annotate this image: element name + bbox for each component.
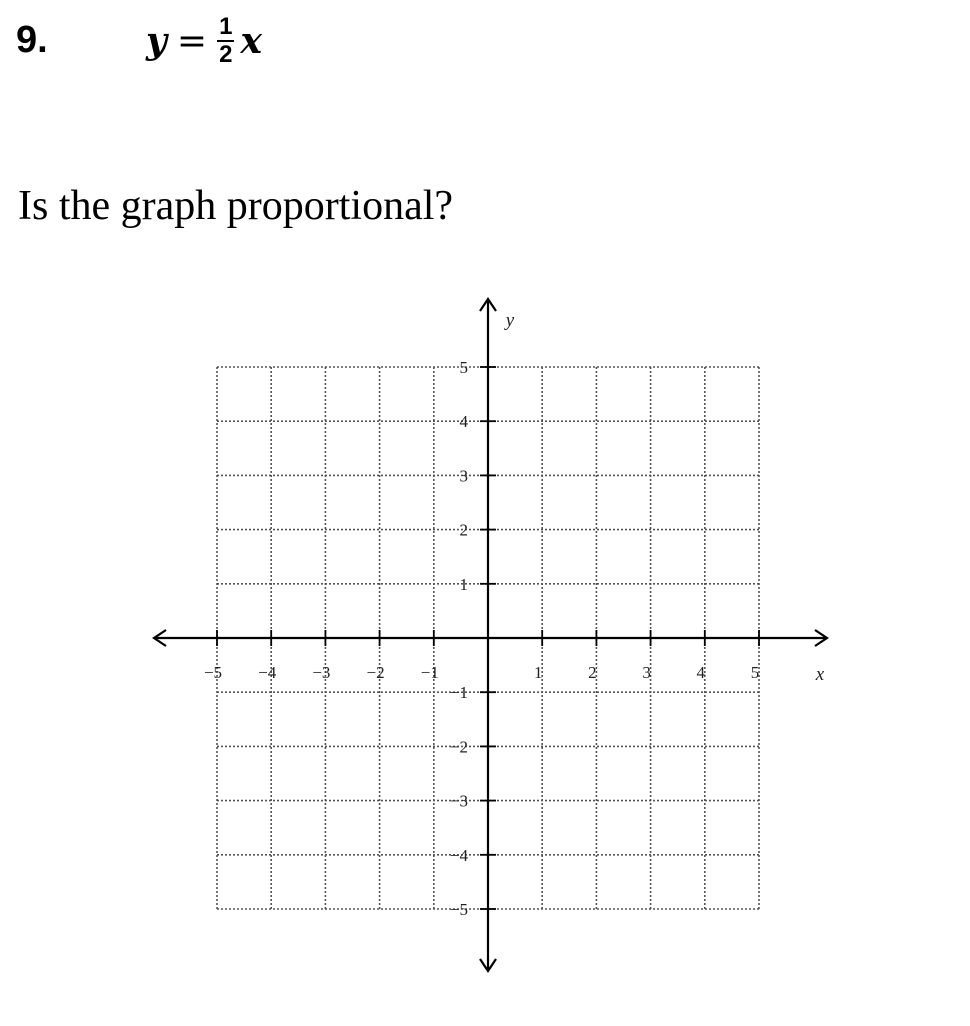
y-tick-label: 3 (459, 466, 468, 486)
x-tick-label: −4 (258, 663, 277, 682)
y-tick-label: −2 (449, 737, 468, 757)
tick-labels (204, 310, 825, 919)
fraction-denominator: 2 (219, 41, 233, 68)
x-tick-label: 1 (533, 663, 543, 682)
question-text: Is the graph proportional? (18, 183, 454, 229)
y-axis-label: y (505, 310, 515, 331)
y-tick-label: −4 (449, 845, 468, 865)
x-tick-label: −2 (366, 663, 385, 682)
x-tick-label: 4 (696, 663, 706, 682)
equals-sign: = (176, 20, 208, 62)
y-tick-label: −5 (449, 900, 468, 919)
equation-lhs: y (146, 20, 167, 62)
y-tick-label: 1 (459, 574, 468, 594)
y-tick-label: 5 (459, 358, 468, 377)
problem-number: 9. (16, 19, 48, 61)
x-tick-label: 3 (642, 663, 651, 682)
x-tick-label: −3 (312, 663, 331, 682)
x-tick-label: 2 (588, 663, 597, 682)
fraction-numerator: 1 (219, 13, 233, 40)
y-tick-label: −1 (449, 683, 468, 703)
x-tick-label: 5 (750, 663, 760, 682)
x-tick-label: −5 (203, 663, 223, 682)
equation-variable: x (240, 20, 262, 62)
y-tick-label: −3 (449, 791, 468, 811)
x-tick-label: −1 (420, 663, 439, 682)
x-axis-label: x (815, 664, 825, 685)
y-tick-label: 4 (459, 412, 468, 432)
y-tick-label: 2 (459, 520, 468, 540)
axes (154, 299, 827, 971)
